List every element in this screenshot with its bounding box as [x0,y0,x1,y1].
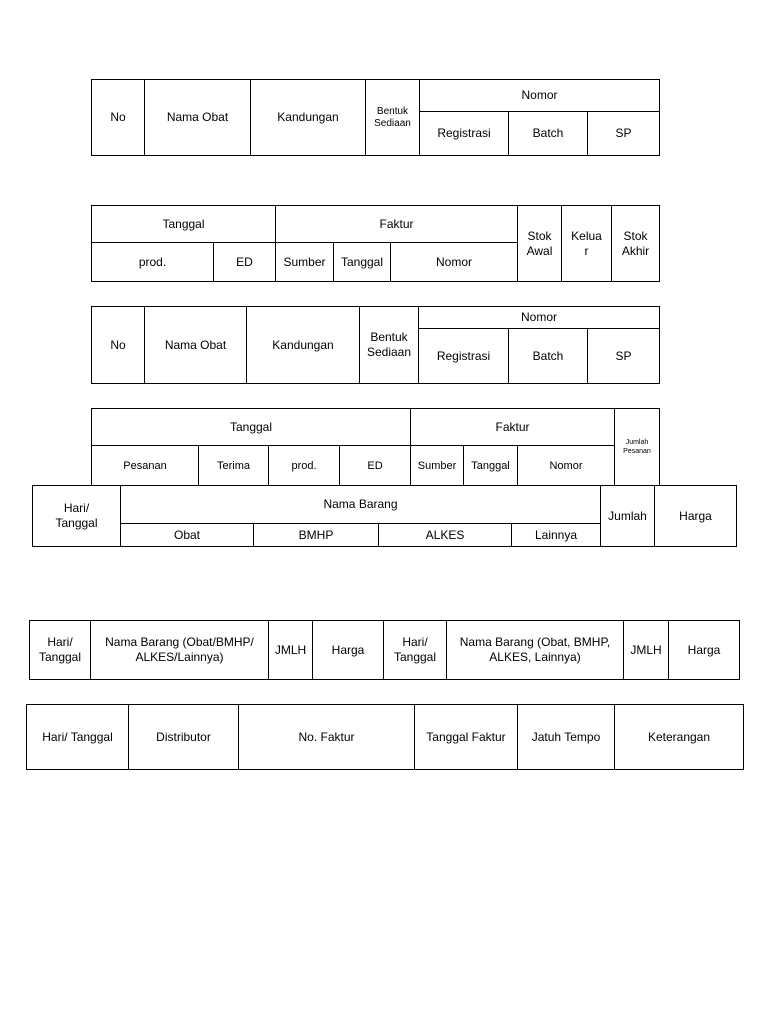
header-harga-2: Harga [668,620,740,680]
header-jmlh-2: JMLH [623,620,669,680]
header-faktur: Faktur [410,408,615,446]
header-stok-awal: Stok Awal [517,205,562,282]
header-bentuk-sediaan: Bentuk Sediaan [359,306,419,384]
header-jatuh-tempo: Jatuh Tempo [517,704,615,770]
header-prod: prod. [91,242,214,282]
header-registrasi: Registrasi [419,111,509,156]
header-distributor: Distributor [128,704,239,770]
header-kandungan: Kandungan [246,306,360,384]
header-tanggal-faktur: Tanggal [333,242,391,282]
header-keluar: Kelua r [561,205,612,282]
header-hari-tanggal: Hari/ Tanggal [32,485,121,547]
header-kandungan: Kandungan [250,79,366,156]
header-sp: SP [587,111,660,156]
header-harga-1: Harga [312,620,384,680]
header-no: No [91,79,145,156]
header-batch: Batch [508,111,588,156]
header-nama-obat: Nama Obat [144,79,251,156]
header-sumber: Sumber [275,242,334,282]
header-ed: ED [213,242,276,282]
header-nama-barang-1: Nama Barang (Obat/BMHP/ ALKES/Lainnya) [90,620,269,680]
header-jumlah-pesanan: Jumlah Pesanan [614,408,660,486]
header-terima: Terima [198,445,269,486]
header-alkes: ALKES [378,523,512,547]
header-batch: Batch [508,328,588,384]
header-sp: SP [587,328,660,384]
header-nama-barang: Nama Barang [120,485,601,524]
header-obat: Obat [120,523,254,547]
header-no: No [91,306,145,384]
header-hari-tanggal-1: Hari/ Tanggal [29,620,91,680]
header-hari-tanggal: Hari/ Tanggal [26,704,129,770]
header-stok-akhir: Stok Akhir [611,205,660,282]
header-pesanan: Pesanan [91,445,199,486]
header-faktur: Faktur [275,205,518,243]
header-nama-barang-2: Nama Barang (Obat, BMHP, ALKES, Lainnya) [446,620,624,680]
header-keterangan: Keterangan [614,704,744,770]
header-harga: Harga [654,485,737,547]
header-tanggal: Tanggal [91,408,411,446]
header-nomor-faktur: Nomor [390,242,518,282]
header-tanggal: Tanggal [91,205,276,243]
header-sumber: Sumber [410,445,464,486]
header-registrasi: Registrasi [418,328,509,384]
header-tanggal-faktur: Tanggal [463,445,518,486]
header-prod: prod. [268,445,340,486]
header-nomor: Nomor [419,79,660,112]
header-jumlah: Jumlah [600,485,655,547]
header-nomor: Nomor [418,306,660,329]
header-tanggal-faktur: Tanggal Faktur [414,704,518,770]
header-lainnya: Lainnya [511,523,601,547]
header-ed: ED [339,445,411,486]
header-nomor: Nomor [517,445,615,486]
header-hari-tanggal-2: Hari/ Tanggal [383,620,447,680]
header-jmlh-1: JMLH [268,620,313,680]
header-bmhp: BMHP [253,523,379,547]
header-nama-obat: Nama Obat [144,306,247,384]
header-bentuk-sediaan: Bentuk Sediaan [365,79,420,156]
header-no-faktur: No. Faktur [238,704,415,770]
